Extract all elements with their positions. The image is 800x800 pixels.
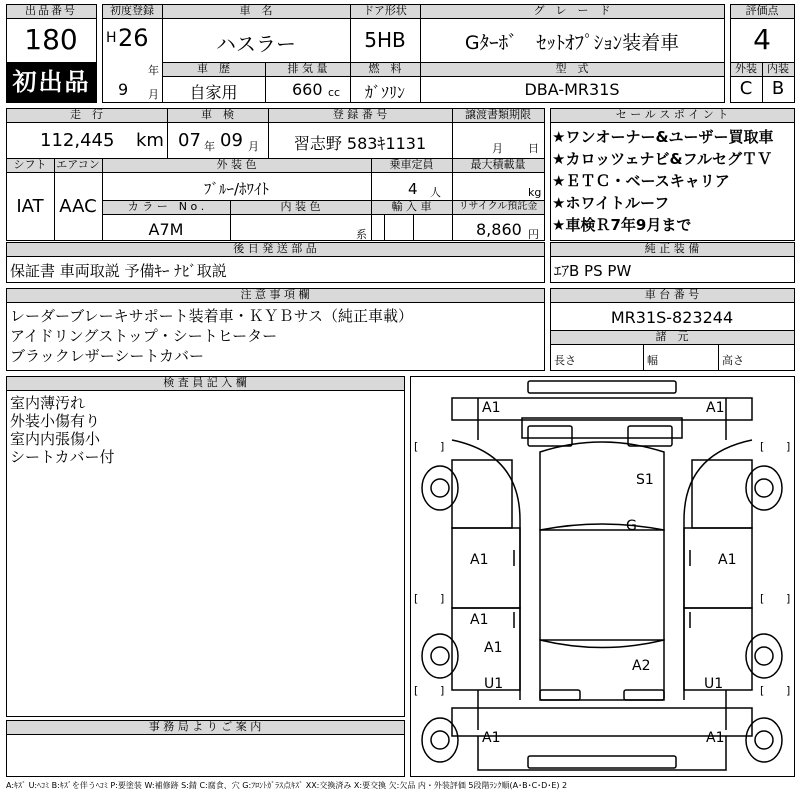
score-label: 評価点 bbox=[745, 4, 779, 17]
car-diagram bbox=[422, 381, 782, 770]
model-code: DBA-MR31S bbox=[524, 80, 620, 99]
inspector-line: 室内薄汚れ bbox=[10, 394, 86, 412]
ac-label: エアコン bbox=[56, 158, 100, 171]
damage-mark: A1 bbox=[470, 612, 489, 628]
shift: IAT bbox=[16, 196, 44, 217]
office-notes-label: 事 務 局 よ り ご 案 内 bbox=[148, 720, 262, 733]
inspector-notes bbox=[10, 394, 400, 466]
first-reg-label: 初度登録 bbox=[110, 4, 154, 17]
lot-number: 180 bbox=[24, 23, 78, 56]
fuel-label: 燃 料 bbox=[368, 62, 402, 75]
damage-mark: A1 bbox=[706, 400, 725, 416]
color: ﾌﾞﾙｰ/ﾎﾜｲﾄ bbox=[203, 180, 270, 198]
later-parts-label: 後 日 発 送 部 品 bbox=[233, 242, 317, 255]
bracket-open: [ bbox=[414, 440, 419, 453]
fuel: ｶﾞｿﾘﾝ bbox=[364, 83, 405, 102]
inspection-year: 07 bbox=[178, 130, 201, 151]
exterior-label: 外装 bbox=[735, 62, 757, 75]
reg-number: 習志野 583ｷ1131 bbox=[293, 134, 427, 153]
sales-point-item: ★ホワイトルーフ bbox=[552, 194, 670, 212]
inspection-label: 車 検 bbox=[201, 108, 234, 121]
standard-equipment-text: ｴｱB PS PW bbox=[554, 262, 632, 280]
damage-mark: G bbox=[626, 518, 637, 534]
cc-unit: cc bbox=[328, 86, 341, 99]
legend: A:ｷｽﾞ U:ﾍｺﾐ B:ｷｽﾞを伴うﾍｺﾐ P:要塗装 W:補修跡 S:錆 C:腐食、穴 G:ﾌﾛﾝﾄｶﾞﾗｽ点ｷｽﾞ XX:交換済み X:要交換 欠:欠品 内・外装評価 5段階ﾗﾝｸ順(A･B･C･D･E) 2 bbox=[6, 781, 568, 790]
displacement-label: 排 気 量 bbox=[287, 62, 328, 75]
model-code-label: 型 式 bbox=[555, 62, 589, 75]
color-no-label: カ ラ ー N o . bbox=[127, 200, 205, 213]
recycle-label: リサイクル預託金 bbox=[458, 201, 538, 212]
bracket-open: [ bbox=[760, 440, 765, 453]
bracket-close: ] bbox=[786, 684, 791, 697]
import-label: 輸 入 車 bbox=[391, 200, 432, 213]
history: 自家用 bbox=[189, 83, 238, 102]
score: 4 bbox=[753, 23, 771, 56]
interior-color-unit: 系 bbox=[356, 228, 367, 241]
damage-mark: S1 bbox=[636, 472, 654, 488]
length-label: 長さ bbox=[554, 354, 576, 367]
recycle-unit: 円 bbox=[528, 228, 539, 241]
car-name-label: 車 名 bbox=[239, 4, 273, 17]
transfer-day-unit: 日 bbox=[528, 142, 539, 155]
note-line: レーダーブレーキサポート装着車・ＫＹＢサス（純正車載） bbox=[10, 307, 414, 325]
inspector-line: シートカバー付 bbox=[10, 448, 115, 466]
bracket-open: [ bbox=[414, 684, 419, 697]
lot-number-label: 出品番号 bbox=[25, 4, 77, 17]
interior-grade: B bbox=[771, 78, 785, 99]
inspection-month-unit: 月 bbox=[248, 140, 259, 153]
bracket-close: ] bbox=[440, 592, 445, 605]
first-reg-year: 26 bbox=[118, 24, 149, 52]
recycle: 8,860 bbox=[476, 220, 522, 239]
car-name: ハスラー bbox=[216, 32, 296, 56]
mileage: 112,445 bbox=[40, 130, 115, 151]
notes-label: 注 意 事 項 欄 bbox=[240, 288, 310, 301]
inspection-month: 09 bbox=[220, 130, 243, 151]
sales-points-list bbox=[552, 126, 794, 236]
inspector-label: 検 査 員 記 入 欄 bbox=[163, 376, 247, 389]
damage-mark: A1 bbox=[482, 400, 501, 416]
damage-mark: A1 bbox=[706, 730, 725, 746]
interior-color-label: 内 装 色 bbox=[280, 200, 321, 213]
max-load-label: 最大積載量 bbox=[470, 158, 526, 171]
note-line: ブラックレザーシートカバー bbox=[10, 347, 204, 365]
mileage-unit: km bbox=[136, 130, 164, 151]
standard-equipment-label: 純 正 装 備 bbox=[644, 242, 700, 255]
capacity-unit: 人 bbox=[430, 186, 441, 199]
later-parts-text: 保証書 車両取説 予備ｷｰ ﾅﾋﾞ取説 bbox=[10, 262, 227, 280]
damage-mark: U1 bbox=[484, 676, 504, 692]
year-unit: 年 bbox=[148, 64, 159, 77]
bracket-open: [ bbox=[414, 592, 419, 605]
door-type: 5HB bbox=[364, 28, 406, 52]
first-listing-badge: 初出品 bbox=[12, 68, 91, 96]
capacity-label: 乗車定員 bbox=[389, 158, 434, 171]
inspector-line: 室内内張傷小 bbox=[10, 430, 101, 448]
sales-points-label: セ ー ル ス ポ イ ン ト bbox=[615, 108, 729, 121]
bracket-open: [ bbox=[760, 592, 765, 605]
inspector-line: 外装小傷有り bbox=[10, 412, 101, 430]
width-label: 幅 bbox=[647, 354, 658, 367]
month-unit: 月 bbox=[148, 88, 159, 101]
transfer-month-unit: 月 bbox=[492, 142, 503, 155]
note-line: アイドリングストップ・シートヒーター bbox=[10, 327, 278, 345]
chassis-label: 車 台 番 号 bbox=[644, 288, 700, 301]
exterior-grade: C bbox=[739, 78, 753, 99]
reg-number-label: 登 録 番 号 bbox=[332, 108, 388, 121]
grade-label: グ レ ー ド bbox=[533, 4, 611, 17]
bracket-open: [ bbox=[760, 684, 765, 697]
sales-point-item: ★車検Ｒ7年9月まで bbox=[552, 216, 692, 234]
ac: AAC bbox=[59, 196, 97, 217]
damage-mark: A2 bbox=[632, 658, 651, 674]
damage-mark: A1 bbox=[718, 552, 737, 568]
displacement: 660 bbox=[292, 80, 323, 99]
era: H bbox=[106, 30, 117, 46]
first-reg-month: 9 bbox=[118, 80, 129, 99]
height-label: 高さ bbox=[722, 354, 744, 367]
transfer-label: 譲渡書類期限 bbox=[465, 108, 531, 121]
shift-label: シフト bbox=[13, 158, 47, 171]
damage-mark: A1 bbox=[484, 640, 503, 656]
door-label: ドア形状 bbox=[363, 4, 407, 17]
max-load-unit: kg bbox=[528, 186, 542, 199]
sales-point-item: ★ＥＴＣ・ベースキャリア bbox=[552, 172, 730, 190]
bracket-close: ] bbox=[440, 684, 445, 697]
interior-label: 内装 bbox=[767, 62, 789, 75]
capacity: 4 bbox=[408, 180, 418, 198]
color-no: A7M bbox=[148, 220, 184, 239]
bracket-close: ] bbox=[786, 440, 791, 453]
damage-mark: A1 bbox=[470, 552, 489, 568]
damage-mark: U1 bbox=[704, 676, 724, 692]
dimensions-label: 諸 元 bbox=[655, 330, 689, 343]
damage-mark: A1 bbox=[482, 730, 501, 746]
bracket-close: ] bbox=[440, 440, 445, 453]
history-label: 車 歴 bbox=[197, 62, 230, 75]
grade: Gﾀｰﾎﾞ ｾｯﾄｵﾌﾟｼｮﾝ装着車 bbox=[464, 32, 680, 54]
sales-point-item: ★カロッツェナビ&フルセグＴＶ bbox=[552, 150, 773, 168]
color-label: 外 装 色 bbox=[216, 158, 257, 171]
chassis-number: MR31S-823244 bbox=[610, 308, 734, 327]
bracket-close: ] bbox=[786, 592, 791, 605]
sales-point-item: ★ワンオーナー&ユーザー買取車 bbox=[552, 128, 774, 146]
notes-list bbox=[10, 306, 540, 366]
mileage-label: 走 行 bbox=[70, 108, 103, 121]
inspection-year-unit: 年 bbox=[204, 140, 215, 153]
